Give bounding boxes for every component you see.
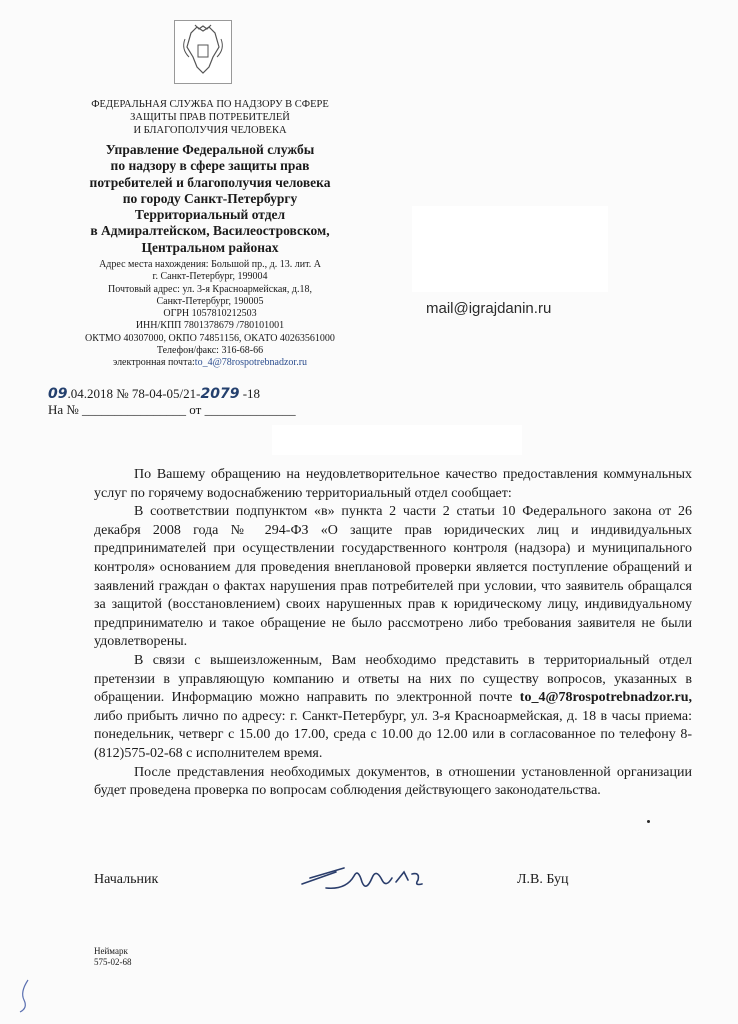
executor-name: Неймарк: [94, 946, 128, 956]
scan-mark: [647, 820, 650, 823]
reg-date: .04.2018: [67, 386, 113, 401]
body-paragraph: [94, 652, 692, 764]
signatory-name: Л.В. Буц: [517, 872, 569, 887]
contact-line: Адрес места нахождения: Большой пр., д. 13. лит. А: [99, 259, 321, 270]
recipient-email[interactable]: mail@igrajdanin.ru: [426, 300, 552, 317]
russian-coat-of-arms-icon: [174, 20, 232, 84]
agency-line: ФЕДЕРАЛЬНАЯ СЛУЖБА ПО НАДЗОРУ В СФЕРЕ: [91, 99, 329, 110]
dept-line: Территориальный отдел: [134, 207, 286, 223]
body-text: В связи с вышеизложенным, Вам необходимо представить в территориальный отдел претензии в управляющую компанию и ответы на них по существу вопросов, указанных в обращении. Информацию можно направить по электронной почте: [94, 652, 692, 706]
redacted-title-block: [272, 425, 522, 455]
letter-body: [94, 466, 692, 801]
contact-line: Телефон/факс: 316-68-66: [156, 345, 264, 357]
reg-day: 09: [48, 386, 68, 402]
signatory-role: Начальник: [94, 872, 159, 887]
contact-line: Санкт-Петербург, 190005: [156, 295, 264, 307]
agency-line: ЗАЩИТЫ ПРАВ ПОТРЕБИТЕЛЕЙ: [130, 112, 290, 123]
dept-line: потребителей и благополучия человека: [89, 174, 331, 190]
executor-info: [94, 946, 132, 968]
contact-line: г. Санкт-Петербург, 199004: [152, 271, 268, 283]
contact-line: Почтовый адрес: ул. 3-я Красноармейская, д.18,: [107, 283, 312, 295]
agency-line: И БЛАГОПОЛУЧИЯ ЧЕЛОВЕКА: [133, 125, 287, 136]
body-paragraph: В соответствии подпунктом «в» пункта 2 части 2 статьи 10 Федерального закона от 26 декабря 2008 года № 294-ФЗ «О защите прав юридических лиц и индивидуальных предпринимателей при осуществлении государственного контроля (надзора) и муниципального контроля» основанием для проведения внеплановой проверки является поступление обращений и заявлений граждан о фактах нарушения прав потребителей при условии, что заявитель обращался за защитой (восстановлением) своих нарушенных прав к юридическому лицу, индивидуальному предпринимателю и такое обращение не было рассмотрено либо требования заявителя не были удовлетворены.: [94, 504, 692, 650]
redacted-recipient-block: [412, 206, 608, 292]
dept-line: по надзору в сфере защиты прав: [110, 158, 310, 174]
agency-email-link[interactable]: to_4@78rospotrebnadzor.ru: [194, 357, 308, 369]
body-paragraph: По Вашему обращению на неудовлетворительное качество предоставления коммунальных услуг по горячему водоснабжению территориальный отдел сообщает:: [94, 467, 692, 501]
reg-number-label: №: [116, 386, 129, 401]
dept-line: по городу Санкт-Петербургу: [122, 190, 298, 206]
dept-line: Управление Федеральной службы: [105, 142, 315, 157]
contact-line: ИНН/КПП 7801378679 /780101001: [135, 320, 285, 332]
body-paragraph: После представления необходимых документов, в отношении установленной организации будет проведена проверка по вопросам соблюдения действующего законодательства.: [94, 764, 692, 799]
reg-number-suffix: -18: [242, 386, 261, 401]
reg-number-prefix: 78-04-05/21-: [131, 386, 201, 401]
margin-pen-mark: [10, 976, 40, 1021]
department-header: [40, 142, 380, 256]
body-email-link[interactable]: to_4@78rospotrebnadzor.ru,: [519, 690, 692, 706]
email-line: [40, 357, 380, 369]
dept-line: в Адмиралтейском, Василеостровском,: [90, 223, 330, 239]
contact-details: [40, 259, 380, 370]
body-text: либо прибыть лично по адресу: г. Санкт-Петербург, ул. 3-я Красноармейская, д. 18 в часы приема: понедельник, четверг с 15.00 до 17.00, среда с 10.00 до 12.00 или в согласованное по телефону 8-(812)575-02-68 с исполнителем время.: [94, 708, 692, 761]
email-label: электронная почта:: [112, 357, 195, 369]
registration-line: [48, 386, 260, 402]
dept-line: Центральном районах: [141, 239, 279, 255]
executor-phone: 575-02-68: [94, 957, 132, 967]
contact-line: ОКТМО 40307000, ОКПО 74851156, ОКАТО 40263561000: [85, 332, 335, 344]
handwritten-signature: [296, 858, 436, 903]
reference-line: На № ________________ от ______________: [48, 402, 296, 417]
agency-header: [40, 98, 380, 137]
reg-number-handwritten: 2079: [200, 386, 240, 402]
contact-line: ОГРН 1057810212503: [163, 308, 257, 320]
